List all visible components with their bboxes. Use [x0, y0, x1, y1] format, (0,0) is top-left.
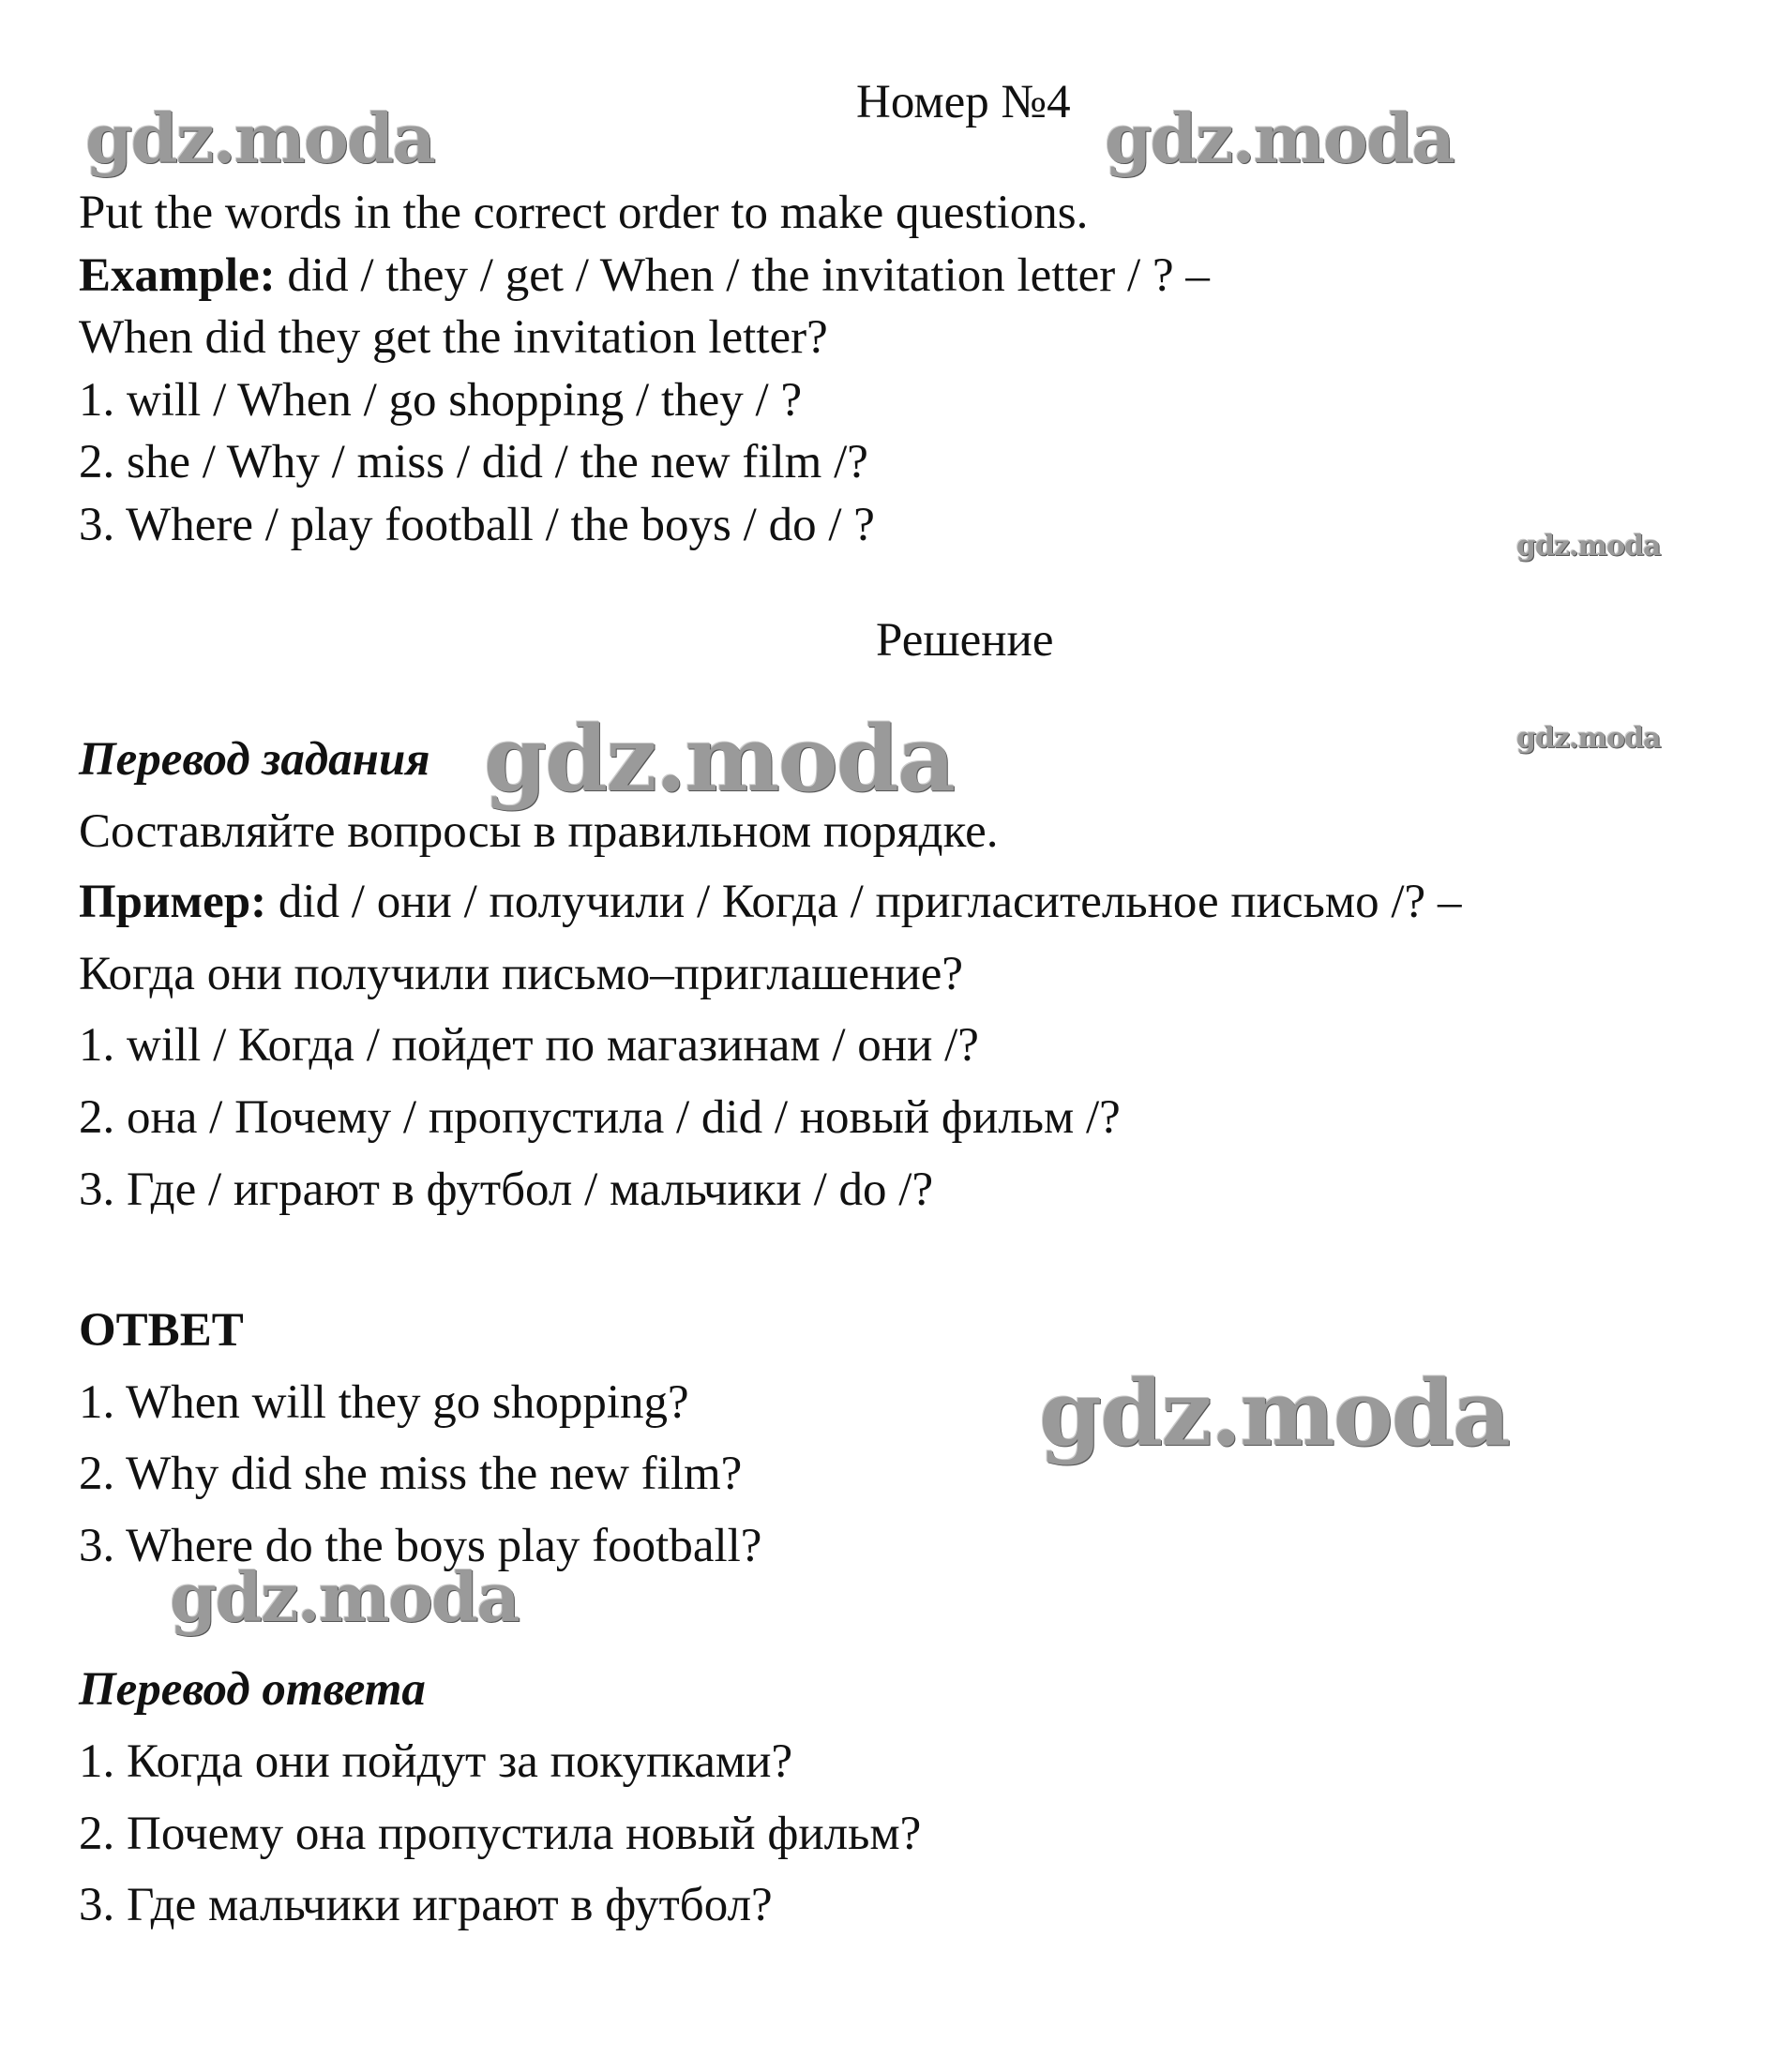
task-example — [79, 243, 1210, 308]
task-item: 2. she / Why / miss / did / the new film /? — [79, 436, 868, 488]
watermark: gdz.moda — [1039, 1360, 1510, 1466]
answer-item: 1. When will they go shopping? — [79, 1376, 689, 1429]
watermark: gdz.moda — [1516, 722, 1661, 755]
example-label: Example: — [79, 249, 276, 302]
example-text: did / они / получили / Когда / пригласительное письмо /? – — [266, 876, 1462, 928]
watermark: gdz.moda — [1516, 530, 1661, 563]
watermark: gdz.moda — [1105, 98, 1454, 178]
translation-item: 1. will / Когда / пойдет по магазинам / они /? — [79, 1019, 979, 1072]
answer-translation-item: 1. Когда они пойдут за покупками? — [79, 1735, 793, 1788]
task-example-answer: When did they get the invitation letter? — [79, 311, 828, 364]
example-text: did / they / get / When / the invitation letter / ? – — [275, 249, 1210, 302]
solution-heading: Решение — [876, 614, 1054, 667]
answer-heading: ОТВЕТ — [79, 1304, 244, 1357]
answer-item: 2. Why did she miss the new film? — [79, 1448, 743, 1500]
translation-instruction: Составляйте вопросы в правильном порядке. — [79, 805, 999, 858]
answer-translation-item: 2. Почему она пропустила новый фильм? — [79, 1808, 922, 1860]
answer-translation-item: 3. Где мальчики играют в футбол? — [79, 1879, 773, 1931]
answer-item: 3. Where do the boys play football? — [79, 1520, 762, 1572]
translation-example-answer: Когда они получили письмо–приглашение? — [79, 948, 964, 1000]
watermark: gdz.moda — [85, 98, 434, 178]
page-title: Номер №4 — [856, 76, 1071, 128]
watermark: gdz.moda — [170, 1557, 519, 1637]
task-item: 1. will / When / go shopping / they / ? — [79, 374, 803, 427]
translation-heading: Перевод задания — [79, 733, 430, 786]
task-item: 3. Where / play football / the boys / do / ? — [79, 499, 875, 551]
task-instruction: Put the words in the correct order to make questions. — [79, 187, 1089, 239]
answer-translation-heading: Перевод ответа — [79, 1663, 426, 1716]
watermark: gdz.moda — [484, 706, 955, 812]
translation-example — [79, 869, 1461, 935]
example-label: Пример: — [79, 876, 267, 928]
translation-item: 2. она / Почему / пропустила / did / новый фильм /? — [79, 1091, 1121, 1144]
translation-item: 3. Где / играют в футбол / мальчики / do /? — [79, 1164, 934, 1216]
